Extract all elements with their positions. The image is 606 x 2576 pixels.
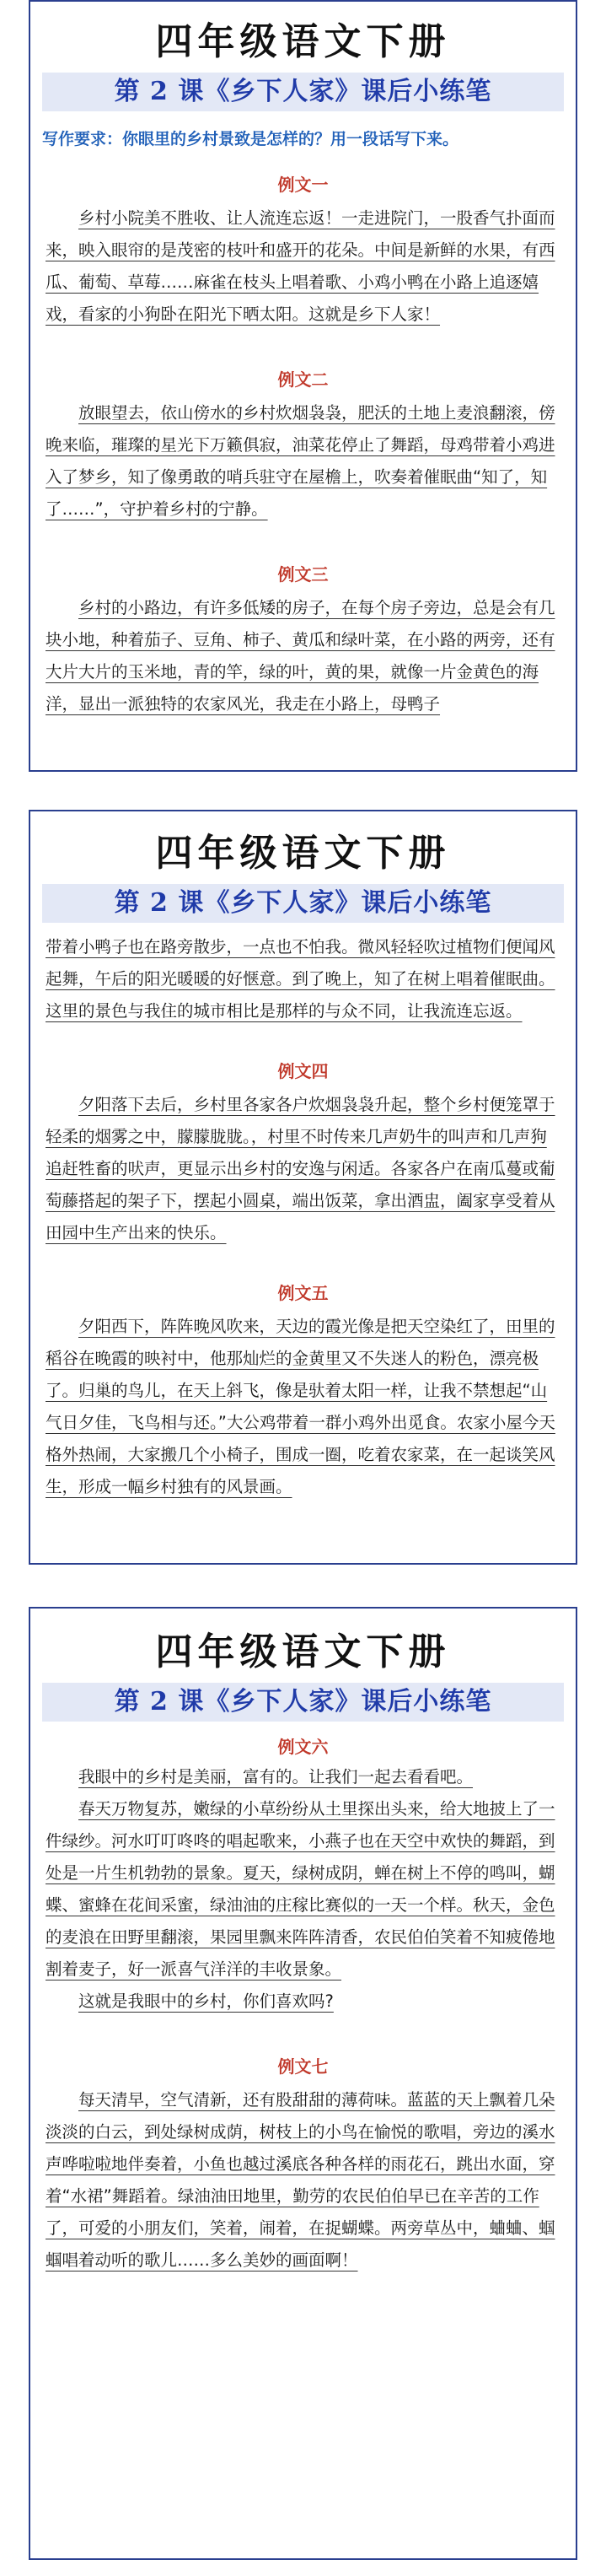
- example-6-intro-text: 我眼中的乡村是美丽，富有的。让我们一起去看看吧。: [78, 1767, 474, 1786]
- example-3-title: 例文三: [277, 564, 329, 585]
- example-2-body: 放眼望去，依山傍水的乡村炊烟袅袅，肥沃的土地上麦浪翻滚，傍晚来临，璀璨的星光下万籁俱寂，油菜花停止了舞蹈，母鸡带着小鸡进入了梦乡，知了像勇敢的哨兵驻守在屋檐上，吹奏着催眠曲“知了，知了……”，守护着乡村的宁静。: [46, 403, 555, 519]
- lesson-banner: 第 2 课《乡下人家》课后小练笔: [42, 1683, 564, 1722]
- example-2-title: 例文二: [277, 369, 329, 390]
- example-5-title: 例文五: [277, 1283, 329, 1303]
- example-1-text: [30, 202, 576, 331]
- example-4-body: 夕阳落下去后，乡村里各家各户炊烟袅袅升起，整个乡村便笼罩于轻柔的烟雾之中，朦朦胧胧。，村里不时传来几声奶牛的叫声和几声狗追赶牲畜的吠声，更显示出乡村的安逸与闲适。各家各户在南瓜蔓或葡萄藤搭起的架子下，摆起小圆桌，端出饭菜，拿出酒盅，阖家享受着从田园中生产出来的快乐。: [46, 1095, 555, 1242]
- lesson-banner: 第 2 课《乡下人家》课后小练笔: [42, 884, 564, 923]
- example-1-title: 例文一: [277, 175, 329, 195]
- example-3-body: 乡村的小路边，有许多低矮的房子，在每个房子旁边，总是会有几块小地，种着茄子、豆角、柿子、黄瓜和绿叶菜，在小路的两旁，还有大片大片的玉米地，青的竿，绿的叶，黄的果，就像一片金黄色的海洋，显出一派独特的农家风光，我走在小路上，母鸭子: [46, 598, 555, 714]
- example-7-body: 每天清早，空气清新，还有股甜甜的薄荷味。蓝蓝的天上飘着几朵淡淡的白云，到处绿树成荫，树枝上的小鸟在愉悦的歌唱，旁边的溪水声哗啦啦地伴奏着，小鱼也越过溪底各种各样的雨花石，跳出水面，穿着“水裙”舞蹈着。绿油油田地里，勤劳的农民伯伯早已在辛苦的工作了，可爱的小朋友们，笑着，闹着，在捉蝴蝶。两旁草丛中，蛐蛐、蝈蝈唱着动听的歌儿……多么美妙的画面啊！: [46, 2090, 555, 2270]
- writing-requirement: 写作要求：你眼里的乡村景致是怎样的？用一段话写下来。: [42, 130, 459, 148]
- example-6-body: [30, 1793, 576, 1986]
- example-3-text: [30, 592, 576, 720]
- continued-body: 带着小鸭子也在路旁散步，一点也不怕我。微风轻轻吹过植物们便闻风起舞，午后的阳光暖暖的好惬意。到了晚上，知了在树上唱着催眠曲。这里的景色与我住的城市相比是那样的与众不同，让我流连忘返。: [46, 937, 555, 1021]
- worksheet-1: [29, 0, 577, 772]
- worksheet-3: [29, 1607, 577, 2560]
- page-heading: 四年级语文下册: [155, 1630, 451, 1673]
- page-heading: 四年级语文下册: [155, 832, 451, 875]
- example-6-closing: [30, 1986, 576, 2018]
- example-6-body-text: 春天万物复苏，嫩绿的小草纷纷从土里探出头来，给大地披上了一件绿纱。河水叮叮咚咚的唱起歌来，小燕子也在天空中欢快的舞蹈，到处是一片生机勃勃的景象。夏天，绿树成阴，蝉在树上不停的鸣叫，蝴蝶、蜜蜂在花间采蜜，绿油油的庄稼比赛似的一天一个样。秋天，金色的麦浪在田野里翻滚，果园里飘来阵阵清香，农民伯伯笑着不知疲倦地割着麦子，好一派喜气洋洋的丰收景象。: [46, 1799, 555, 1979]
- example-6-intro: [30, 1761, 576, 1793]
- example-2-text: [30, 397, 576, 525]
- example-4-title: 例文四: [277, 1061, 329, 1081]
- example-1-body: 乡村小院美不胜收、让人流连忘返！一走进院门，一股香气扑面而来，映入眼帘的是茂密的枝叶和盛开的花朵。中间是新鲜的水果，有西瓜、葡萄、草莓……麻雀在枝头上唱着歌、小鸡小鸭在小路上追逐嬉戏，看家的小狗卧在阳光下晒太阳。这就是乡下人家！: [46, 208, 555, 324]
- continued-text: [30, 931, 576, 1027]
- worksheet-2: [29, 810, 577, 1565]
- example-7-text: [30, 2084, 576, 2277]
- example-5-body: 夕阳西下，阵阵晚风吹来，天边的霞光像是把天空染红了，田里的稻谷在晚霞的映衬中，他那灿烂的金黄里又不失迷人的粉色，漂亮极了。归巢的鸟儿，在天上斜飞，像是驮着太阳一样，让我不禁想起“山气日夕佳，飞鸟相与还。”大公鸡带着一群小鸡外出觅食。农家小屋今天格外热闹，大家搬几个小椅子，围成一圈，吃着农家菜，在一起谈笑风生，形成一幅乡村独有的风景画。: [46, 1317, 555, 1496]
- example-4-text: [30, 1089, 576, 1249]
- lesson-banner: 第 2 课《乡下人家》课后小练笔: [42, 73, 564, 111]
- example-6-closing-text: 这就是我眼中的乡村，你们喜欢吗?: [78, 1991, 334, 2011]
- example-6-title: 例文六: [277, 1737, 329, 1757]
- page-heading: 四年级语文下册: [155, 20, 451, 63]
- example-5-text: [30, 1311, 576, 1503]
- example-7-title: 例文七: [277, 2056, 329, 2077]
